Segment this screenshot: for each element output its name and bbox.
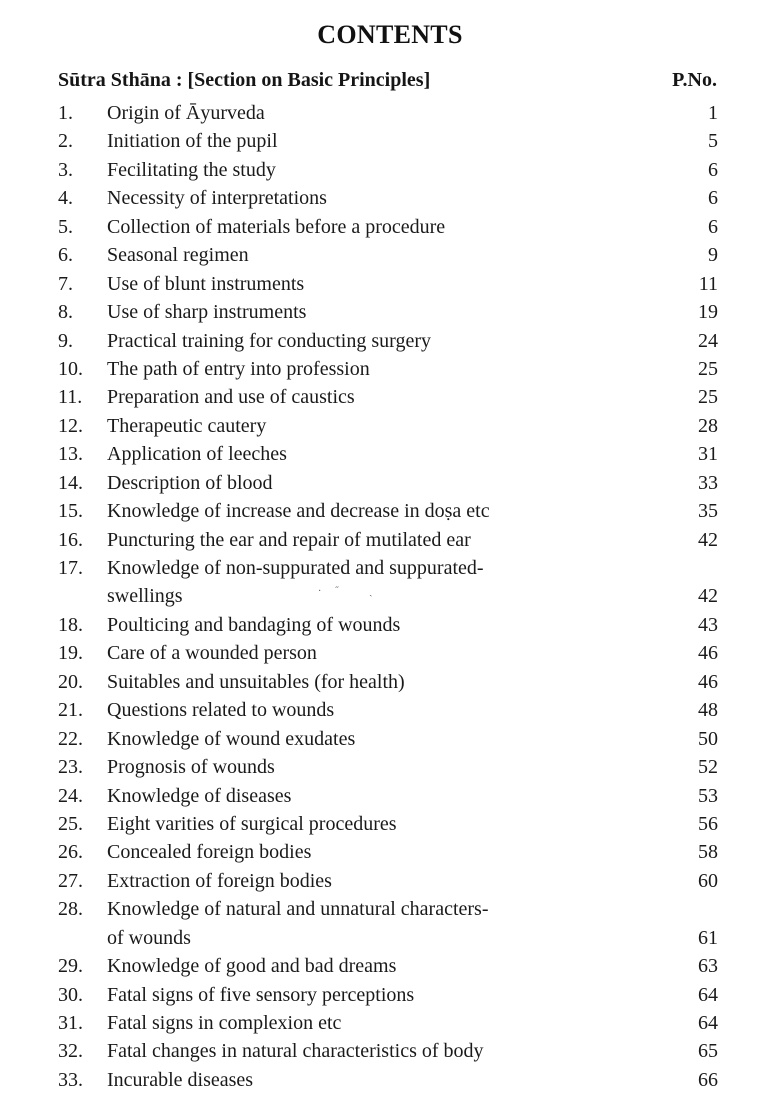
entry-number: 29. [58, 955, 83, 978]
entry-title: Concealed foreign bodies [107, 841, 312, 864]
entry-page-number: 48 [698, 699, 718, 722]
page-title: CONTENTS [317, 20, 463, 49]
entry-page-number: 65 [698, 1040, 718, 1063]
toc-list [58, 99, 718, 1094]
entry-number: 30. [58, 983, 83, 1006]
toc-entry [58, 156, 718, 184]
entry-title: The path of entry into profession [107, 357, 370, 380]
entry-number: 1. [58, 102, 73, 124]
toc-entry [58, 1066, 718, 1094]
entry-page-number: 28 [698, 414, 718, 437]
entry-title: Extraction of foreign bodies [107, 869, 332, 892]
entry-page-number: 5 [708, 130, 718, 153]
page-number-column-header: P.No. [672, 69, 717, 91]
entry-number: 11. [58, 386, 83, 409]
entry-number: 2. [58, 130, 73, 153]
toc-entry-continuation [58, 582, 718, 610]
entry-page-number: 25 [698, 386, 718, 409]
toc-entry [58, 412, 718, 440]
entry-page-number: 35 [698, 500, 718, 523]
entry-page-number: 42 [698, 585, 718, 608]
entry-page-number: 31 [698, 443, 718, 466]
toc-entry [58, 753, 718, 781]
entry-title: Eight varities of surgical procedures [107, 812, 397, 835]
toc-entry [58, 838, 718, 866]
entry-title: Care of a wounded person [107, 642, 317, 665]
entry-page-number: 25 [698, 357, 718, 380]
entry-number: 23. [58, 756, 83, 779]
entry-page-number: 64 [698, 983, 718, 1006]
entry-number: 3. [58, 158, 73, 181]
entry-title: Necessity of interpretations [107, 187, 327, 210]
entry-title: Questions related to wounds [107, 699, 335, 722]
entry-number: 4. [58, 187, 73, 210]
entry-number: 12. [58, 414, 83, 437]
entry-number: 17. [58, 557, 83, 579]
toc-entry [58, 469, 718, 497]
entry-title: Collection of materials before a procedure [107, 215, 446, 238]
entry-title: Suitables and unsuitables (for health) [107, 670, 405, 693]
toc-entry [58, 184, 718, 212]
section-label: Sūtra Sthāna : [Section on Basic Principles] [58, 69, 431, 91]
entry-number: 32. [58, 1040, 83, 1063]
entry-title: Therapeutic cautery [107, 414, 267, 437]
entry-number: 6. [58, 244, 73, 267]
toc-entry [58, 327, 718, 355]
toc-entry [58, 355, 718, 383]
toc-entry-continuation [58, 924, 718, 952]
entry-title: Origin of Āyurveda [107, 102, 265, 124]
entry-page-number: 6 [708, 187, 718, 210]
entry-number: 7. [58, 272, 73, 295]
entry-title: Knowledge of wound exudates [107, 727, 356, 750]
entry-title: Preparation and use of caustics [107, 386, 355, 409]
toc-entry [58, 810, 718, 838]
entry-number: 15. [58, 500, 83, 523]
entry-number: 10. [58, 357, 83, 380]
toc-entry [58, 639, 718, 667]
entry-number: 16. [58, 528, 83, 551]
entry-number: 18. [58, 613, 83, 636]
toc-entry [58, 298, 718, 326]
entry-page-number: 19 [698, 301, 718, 324]
entry-number: 21. [58, 699, 83, 722]
entry-title: Seasonal regimen [107, 244, 249, 267]
entry-title: Application of leeches [107, 443, 287, 466]
entry-title-continuation: swellings [107, 585, 183, 608]
section-header [58, 69, 720, 97]
entry-page-number: 64 [698, 1012, 718, 1034]
entry-title: Poulticing and bandaging of wounds [107, 613, 401, 636]
toc-entry [58, 554, 718, 582]
entry-page-number: 6 [708, 158, 718, 181]
entry-page-number: 66 [698, 1068, 718, 1091]
entry-page-number: 46 [698, 642, 718, 665]
toc-entry [58, 383, 718, 411]
toc-entry [58, 241, 718, 269]
entry-page-number: 61 [698, 926, 718, 949]
entry-title: Knowledge of natural and unnatural characters- [107, 898, 489, 921]
entry-page-number: 50 [698, 727, 718, 750]
toc-entry [58, 497, 718, 525]
entry-title: Fatal signs in complexion etc [107, 1012, 342, 1034]
scan-specks: ·˝ ˎ [318, 586, 387, 597]
entry-title: Fecilitating the study [107, 158, 276, 181]
entry-page-number: 56 [698, 812, 718, 835]
entry-page-number: 6 [708, 215, 718, 238]
entry-title: Prognosis of wounds [107, 756, 275, 779]
entry-title: Use of blunt instruments [107, 272, 305, 295]
toc-entry [58, 1009, 718, 1037]
entry-number: 28. [58, 898, 83, 921]
entry-page-number: 42 [698, 528, 718, 551]
toc-entry [58, 213, 718, 241]
entry-number: 20. [58, 670, 83, 693]
entry-page-number: 24 [698, 329, 718, 352]
entry-number: 33. [58, 1068, 83, 1091]
entry-page-number: 52 [698, 756, 718, 779]
entry-number: 31. [58, 1012, 83, 1034]
entry-title: Use of sharp instruments [107, 301, 307, 324]
entry-title: Knowledge of increase and decrease in doṣa etc [107, 500, 490, 523]
entry-number: 22. [58, 727, 83, 750]
entry-number: 26. [58, 841, 83, 864]
toc-entry [58, 611, 718, 639]
entry-number: 27. [58, 869, 83, 892]
entry-page-number: 60 [698, 869, 718, 892]
entry-title: Initiation of the pupil [107, 130, 278, 153]
toc-entry [58, 782, 718, 810]
toc-entry [58, 981, 718, 1009]
entry-title: Description of blood [107, 471, 273, 494]
entry-page-number: 46 [698, 670, 718, 693]
entry-title-continuation: of wounds [107, 926, 191, 949]
entry-number: 8. [58, 301, 73, 324]
entry-page-number: 53 [698, 784, 718, 807]
toc-entry [58, 952, 718, 980]
entry-number: 5. [58, 215, 73, 238]
entry-number: 9. [58, 329, 73, 352]
toc-entry [58, 440, 718, 468]
entry-page-number: 9 [708, 244, 718, 267]
toc-entry [58, 725, 718, 753]
toc-entry [58, 526, 718, 554]
toc-entry [58, 895, 718, 923]
entry-number: 14. [58, 471, 83, 494]
entry-page-number: 33 [698, 471, 718, 494]
entry-title: Knowledge of diseases [107, 784, 292, 807]
entry-page-number: 58 [698, 841, 718, 864]
toc-entry [58, 668, 718, 696]
toc-entry [58, 696, 718, 724]
toc-entry [58, 867, 718, 895]
entry-page-number: 11 [698, 272, 718, 295]
entry-title: Knowledge of good and bad dreams [107, 955, 397, 978]
entry-page-number: 1 [708, 102, 718, 124]
entry-title: Knowledge of non-suppurated and suppurated- [107, 557, 484, 579]
entry-number: 24. [58, 784, 83, 807]
toc-entry [58, 99, 718, 127]
toc-entry [58, 270, 718, 298]
toc-entry [58, 127, 718, 155]
entry-title: Incurable diseases [107, 1068, 254, 1091]
entry-title: Fatal signs of five sensory perceptions [107, 983, 415, 1006]
entry-title: Practical training for conducting surgery [107, 329, 431, 352]
entry-number: 25. [58, 812, 83, 835]
toc-entry [58, 1037, 718, 1065]
entry-title: Fatal changes in natural characteristics of body [107, 1040, 484, 1063]
entry-number: 13. [58, 443, 83, 466]
entry-page-number: 63 [698, 955, 718, 978]
entry-page-number: 43 [698, 613, 718, 636]
entry-number: 19. [58, 642, 83, 665]
entry-title: Puncturing the ear and repair of mutilated ear [107, 528, 471, 551]
